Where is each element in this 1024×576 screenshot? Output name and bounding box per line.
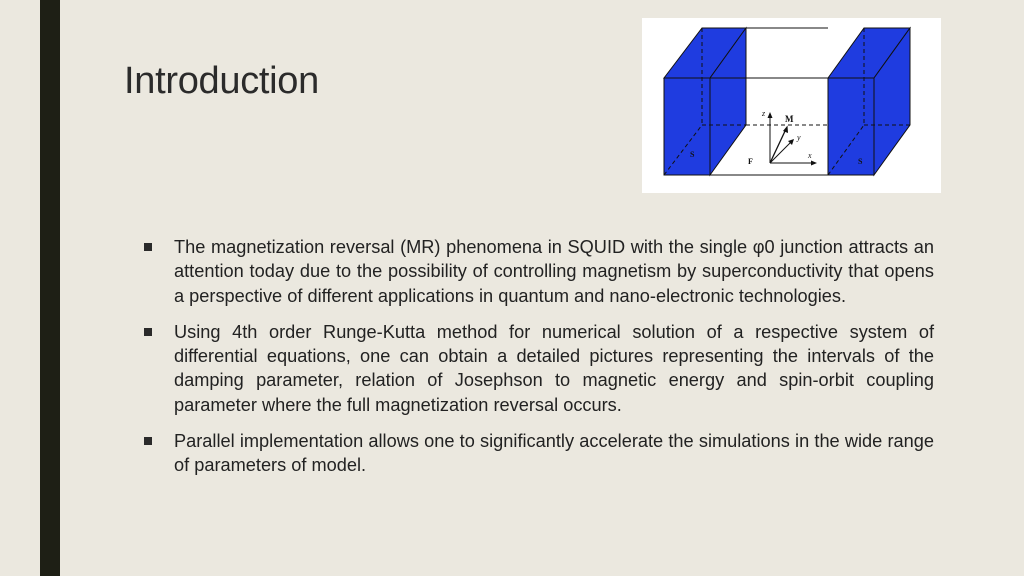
bullet-item <box>140 429 934 478</box>
square-bullet-icon <box>144 328 152 336</box>
right-s-front <box>828 78 874 175</box>
bullet-text: Parallel implementation allows one to significantly accelerate the simulations in the wide range of parameters of model. <box>174 431 934 476</box>
bullet-item <box>140 235 934 308</box>
x-arrowhead <box>811 161 817 166</box>
label-s-right: S <box>858 157 863 166</box>
m-vector <box>770 129 786 163</box>
label-axis-x: x <box>808 151 812 160</box>
left-accent-bar <box>40 0 60 576</box>
z-arrowhead <box>768 112 773 118</box>
sfs-junction-figure <box>642 18 941 193</box>
label-vector-m: M <box>785 114 794 124</box>
bullet-text: Using 4th order Runge-Kutta method for numerical solution of a respective system of differential equations, one can obtain a detailed pictures representing the intervals of the damping parameter, relation of Josephson to magnetic energy and spin-orbit coupling parameter where the full magnetization reversal occurs. <box>174 321 934 415</box>
m-arrowhead <box>783 126 788 134</box>
slide-title: Introduction <box>124 60 319 102</box>
sfs-junction-diagram <box>642 18 941 193</box>
y-axis <box>770 141 792 163</box>
bullet-item <box>140 320 934 417</box>
square-bullet-icon <box>144 243 152 251</box>
label-axis-y: y <box>797 133 801 142</box>
label-axis-z: z <box>762 109 766 118</box>
square-bullet-icon <box>144 437 152 445</box>
bullet-list <box>140 235 934 490</box>
bullet-text: The magnetization reversal (MR) phenomena in SQUID with the single φ0 junction attracts an attention today due to the possibility of controlling magnetism by superconductivity that opens a perspective of different applications in quantum and nano-electronic technologies. <box>174 237 934 306</box>
label-s-left: S <box>690 150 695 159</box>
left-s-front <box>664 78 710 175</box>
label-f-center: F <box>748 157 753 166</box>
